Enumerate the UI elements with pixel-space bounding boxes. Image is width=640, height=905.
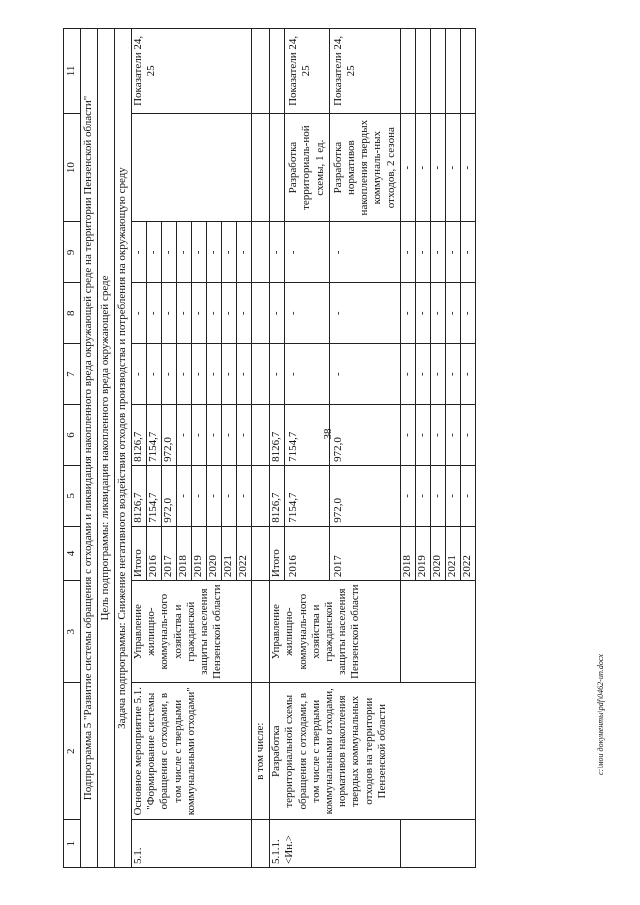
value-cell: - — [445, 344, 460, 405]
year-cell: Итого — [270, 526, 285, 580]
task-text: Задача подпрограммы: Снижение негативного воздействия отходов производства и потребления на окружающую среду — [115, 29, 132, 868]
value-cell: - — [192, 283, 207, 344]
value-cell: - — [237, 465, 252, 526]
goal-row — [98, 29, 115, 868]
col-num: 2 — [64, 683, 81, 820]
year-cell: 2019 — [192, 526, 207, 580]
year-cell: 2021 — [445, 526, 460, 580]
value-cell: - — [285, 222, 330, 283]
value-cell: - — [177, 344, 192, 405]
page-number: 38 — [322, 428, 334, 440]
goal-text: Цель подпрограммы: ликвидация накопленного вреда окружающей среде — [98, 29, 115, 868]
value-cell: - — [460, 344, 475, 405]
value-cell: - — [222, 222, 237, 283]
value-cell: - — [329, 344, 400, 405]
year-cell: 2022 — [237, 526, 252, 580]
column-number-row — [64, 29, 81, 868]
col-num: 7 — [64, 344, 81, 405]
value-cell: - — [430, 405, 445, 466]
value-cell: - — [132, 344, 147, 405]
value-cell: - — [237, 283, 252, 344]
value-cell: - — [445, 405, 460, 466]
value-cell: - — [329, 222, 400, 283]
value-cell: - — [270, 344, 285, 405]
result-cell — [132, 113, 252, 222]
value-cell: - — [445, 283, 460, 344]
result-cell: Разработка территориаль-ной схемы, 1 ед. — [285, 113, 330, 222]
item-name: Разработка территориальной схемы обращения с отходами, в том числе с твердыми коммунальными отходами, нормативов накопления твердых коммунальных отходов на территории Пензенской области — [270, 683, 476, 820]
value-cell: - — [162, 222, 177, 283]
value-cell: - — [177, 283, 192, 344]
value-cell: - — [177, 405, 192, 466]
value-cell: 7154,7 — [285, 465, 330, 526]
value-cell: 972,0 — [162, 405, 177, 466]
value-cell: - — [415, 344, 430, 405]
value-cell: 7154,7 — [285, 405, 330, 466]
value-cell: - — [430, 222, 445, 283]
value-cell: - — [400, 283, 415, 344]
value-cell: 8126,7 — [270, 465, 285, 526]
table-row — [270, 29, 285, 868]
year-cell: 2017 — [329, 526, 400, 580]
value-cell: - — [430, 344, 445, 405]
in-that-number-row — [252, 29, 270, 868]
value-cell: - — [400, 222, 415, 283]
indicator-cell: Показатели 24, 25 — [132, 29, 252, 114]
value-cell: - — [192, 344, 207, 405]
value-cell: - — [415, 283, 430, 344]
value-cell: - — [192, 405, 207, 466]
indicator-cell: Показатели 24, 25 — [285, 29, 330, 114]
value-cell: - — [132, 222, 147, 283]
value-cell: 7154,7 — [147, 405, 162, 466]
year-cell: Итого — [132, 526, 147, 580]
value-cell: - — [460, 283, 475, 344]
indicator-cell — [430, 29, 445, 114]
value-cell: - — [132, 283, 147, 344]
value-cell: - — [192, 222, 207, 283]
value-cell: - — [415, 222, 430, 283]
year-cell: 2017 — [162, 526, 177, 580]
item-executor: Управление жилищно-коммуналь-ного хозяйства и гражданской защиты населения Пензенской области — [132, 581, 252, 683]
col-num: 8 — [64, 283, 81, 344]
col-num: 10 — [64, 113, 81, 222]
value-cell: - — [445, 465, 460, 526]
year-cell: 2020 — [207, 526, 222, 580]
indicator-cell — [460, 29, 475, 114]
col-num: 1 — [64, 820, 81, 868]
value-cell: - — [147, 283, 162, 344]
value-cell: - — [207, 222, 222, 283]
value-cell: - — [177, 222, 192, 283]
value-cell: - — [207, 405, 222, 466]
value-cell: - — [400, 344, 415, 405]
result-cell: - — [415, 113, 430, 222]
value-cell: - — [285, 344, 330, 405]
indicator-cell — [270, 29, 285, 114]
value-cell: 972,0 — [329, 405, 400, 466]
value-cell: 7154,7 — [147, 465, 162, 526]
value-cell: - — [237, 405, 252, 466]
year-cell: 2021 — [222, 526, 237, 580]
value-cell: - — [177, 465, 192, 526]
col-num: 4 — [64, 526, 81, 580]
value-cell: - — [415, 405, 430, 466]
rotated-table-container — [63, 28, 635, 868]
value-cell: - — [207, 283, 222, 344]
item-number: 5.1.1. <Ин.> — [270, 820, 401, 868]
value-cell: 8126,7 — [132, 465, 147, 526]
value-cell: - — [460, 405, 475, 466]
in-that-number-label: в том числе: — [252, 683, 270, 820]
value-cell: - — [147, 344, 162, 405]
value-cell: 8126,7 — [270, 405, 285, 466]
year-cell: 2018 — [400, 526, 415, 580]
year-cell: 2019 — [415, 526, 430, 580]
value-cell: - — [415, 465, 430, 526]
value-cell: - — [147, 222, 162, 283]
year-cell: 2020 — [430, 526, 445, 580]
value-cell: - — [430, 465, 445, 526]
subprogram-row — [81, 29, 98, 868]
item-name: Основное мероприятие 5.1. "Формирование системы обращения с отходами, в том числе с твердыми коммунальными отходами" — [132, 683, 252, 820]
result-cell: Разработка нормативов накопления твердых коммуналь-ных отходов, 2 сезона — [329, 113, 400, 222]
file-path-footer: c:\мои документы\pdf\0462-ип.docx — [596, 654, 605, 775]
value-cell: - — [430, 283, 445, 344]
result-cell: - — [400, 113, 415, 222]
col-num: 3 — [64, 581, 81, 683]
value-cell: - — [207, 465, 222, 526]
value-cell: - — [222, 283, 237, 344]
item-number: 5.1. — [132, 820, 252, 868]
year-cell: 2016 — [147, 526, 162, 580]
value-cell: - — [222, 405, 237, 466]
indicator-cell — [445, 29, 460, 114]
value-cell: - — [162, 344, 177, 405]
value-cell: - — [270, 283, 285, 344]
value-cell: - — [207, 344, 222, 405]
task-row — [115, 29, 132, 868]
value-cell: - — [237, 222, 252, 283]
year-cell: 2018 — [177, 526, 192, 580]
value-cell: - — [222, 465, 237, 526]
year-cell: 2022 — [460, 526, 475, 580]
col-num: 5 — [64, 465, 81, 526]
subprogram-title: Подпрограмма 5 "Развитие системы обращения с отходами и ликвидация накопленного вреда окружающей среде на территории Пензенской области" — [81, 29, 98, 868]
value-cell: - — [460, 465, 475, 526]
table-row — [132, 29, 147, 868]
value-cell: - — [237, 344, 252, 405]
value-cell: - — [192, 465, 207, 526]
value-cell: - — [400, 465, 415, 526]
value-cell: - — [270, 222, 285, 283]
value-cell: - — [460, 222, 475, 283]
indicator-cell — [415, 29, 430, 114]
value-cell: - — [285, 283, 330, 344]
col-num: 9 — [64, 222, 81, 283]
program-table — [63, 28, 476, 868]
value-cell: 972,0 — [329, 465, 400, 526]
value-cell: 972,0 — [162, 465, 177, 526]
result-cell — [270, 113, 285, 222]
col-num: 6 — [64, 405, 81, 466]
result-cell: - — [460, 113, 475, 222]
value-cell: - — [329, 283, 400, 344]
value-cell: - — [162, 283, 177, 344]
value-cell: 8126,7 — [132, 405, 147, 466]
value-cell: - — [445, 222, 460, 283]
col-num: 11 — [64, 29, 81, 114]
result-cell: - — [445, 113, 460, 222]
indicator-cell: Показатели 24, 25 — [329, 29, 400, 114]
year-cell: 2016 — [285, 526, 330, 580]
value-cell: - — [400, 405, 415, 466]
result-cell: - — [430, 113, 445, 222]
indicator-cell — [400, 29, 415, 114]
value-cell: - — [222, 344, 237, 405]
item-executor: Управление жилищно-коммуналь-ного хозяйства и гражданской защиты населения Пензенской области — [270, 581, 401, 683]
